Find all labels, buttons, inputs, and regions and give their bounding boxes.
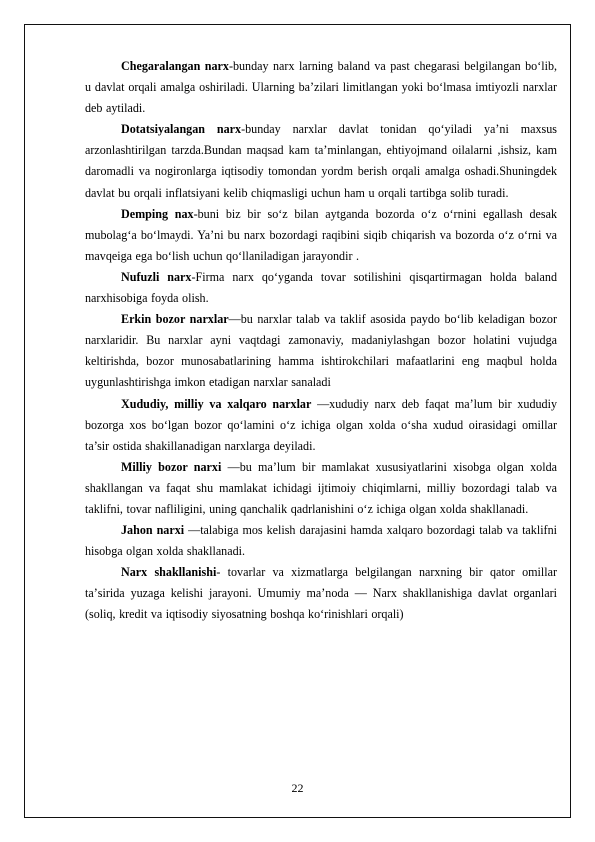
definition-xududiy-narxlar: —xududiy narx deb faqat ma’lum bir xududiy bozorga xos bo‘lgan bozor qo‘lamini o‘z ichiga olgan xolda o‘sha xudud oirasidagi omillar ta’sir ostida shakillanadigan narxlarga deyiladi. [85, 396, 557, 453]
definition-erkin-bozor-narxlar: —bu narxlar talab va taklif asosida paydo bo‘lib keladigan bozor narxlaridir. Bu narxlar ayni vaqtdagi zamonaviy, madaniylashgan bozor holatini vujudga keltirishda, bozor munosabatlarining hamma ishtirokchilari mafaatlarini eng maqbul holda uygunlashtirishga imkon etadigan narxlar sanaladi [85, 312, 557, 390]
paragraph-narx-shakllanishi [85, 562, 557, 625]
paragraph-jahon-narxi [85, 520, 557, 562]
page-number: 22 [291, 781, 304, 795]
term-jahon-narxi: Jahon narxi [121, 523, 185, 538]
term-nufuzli-narx: Nufuzli narx [121, 269, 192, 284]
term-milliy-bozor-narxi: Milliy bozor narxi [121, 459, 222, 474]
term-chegaralangan-narx: Chegaralangan narx [121, 59, 229, 73]
definition-jahon-narxi: —talabiga mos kelish darajasini hamda xalqaro bozordagi talab va taklifni hisobga olgan xolda shakllanadi. [85, 523, 557, 559]
definition-demping-narx: -buni biz bir so‘z bilan aytganda bozorda o‘z o‘rnini egallash desak mubolag‘a bo‘lmaydi. Ya’ni bu narx bozordagi raqibini siqib chiqarish va bozorda o‘z o‘rni va mavqeiga ega bo‘lish uchun qo‘llaniladigan jarayondir . [85, 206, 557, 263]
definition-milliy-bozor-narxi: —bu ma’lum bir mamlakat xususiyatlarini xisobga olgan xolda shakllangan va faqat shu mamlakat ichidagi ijtimoiy chiqimlarni, milliy bozordagi talab va taklifni, tovar nafliligini, uning qanchalik qadrlanishini o‘z ichiga olgan xolda shakllanadi. [85, 459, 557, 516]
text-body [85, 56, 557, 626]
paragraph-milliy-bozor-narxi [85, 457, 557, 520]
term-narx-shakllanishi: Narx shakllanishi [121, 565, 217, 580]
term-erkin-bozor-narxlar: Erkin bozor narxlar [121, 312, 229, 327]
term-xududiy-narxlar: Xududiy, milliy va xalqaro narxlar [121, 396, 312, 411]
term-dotatsiyalangan-narx: Dotatsiyalangan narx [121, 122, 242, 137]
definition-nufuzli-narx: -Firma narx qo‘yganda tovar sotilishini qisqartirmagan holda baland narxhisobiga foyda olish. [85, 269, 558, 306]
paragraph-nufuzli-narx [85, 267, 557, 309]
definition-dotatsiyalangan-narx: -bunday narxlar davlat tonidan qo‘yiladi ya’ni maxsus arzonlashtirilgan tarzda.Bundan maqsad kam ta’minlangan, ehtiyojmand oilalarni ,ishsiz, kam daromadli va nogironlarga iqtisodiy tomondan yordm berish orqali amalga oshadi.Shuningdek davlat bu orqali inflatsiyani kelib chiqmasligi uchun ham u orqali tartibga solib turadi. [85, 122, 557, 200]
paragraph-demping-narx [85, 204, 557, 267]
term-demping-narx: Demping nax [121, 206, 194, 221]
paragraph-erkin-bozor-narxlar [85, 309, 557, 393]
paragraph-chegaralangan-narx [85, 56, 557, 119]
definition-narx-shakllanishi: - tovarlar va xizmatlarga belgilangan narxning bir qator omillar taʼsirida yuzaga kelishi jarayoni. Umumiy maʼnoda — Narx shakllanishiga davlat organlari (soliq, kredit va iqtisodiy siyosatning boshqa koʻrinishlari orqali) [85, 565, 557, 622]
definition-chegaralangan-narx: -bunday narx larning baland va past chegarasi belgilangan bo‘lib, u davlat orqali amalga oshiriladi. Ularning ba’zilari limitlangan yoki bo‘lmasa imtiyozli narxlar deb aytiladi. [85, 59, 558, 116]
paragraph-xududiy-narxlar [85, 394, 557, 457]
paragraph-dotatsiyalangan-narx [85, 119, 557, 203]
